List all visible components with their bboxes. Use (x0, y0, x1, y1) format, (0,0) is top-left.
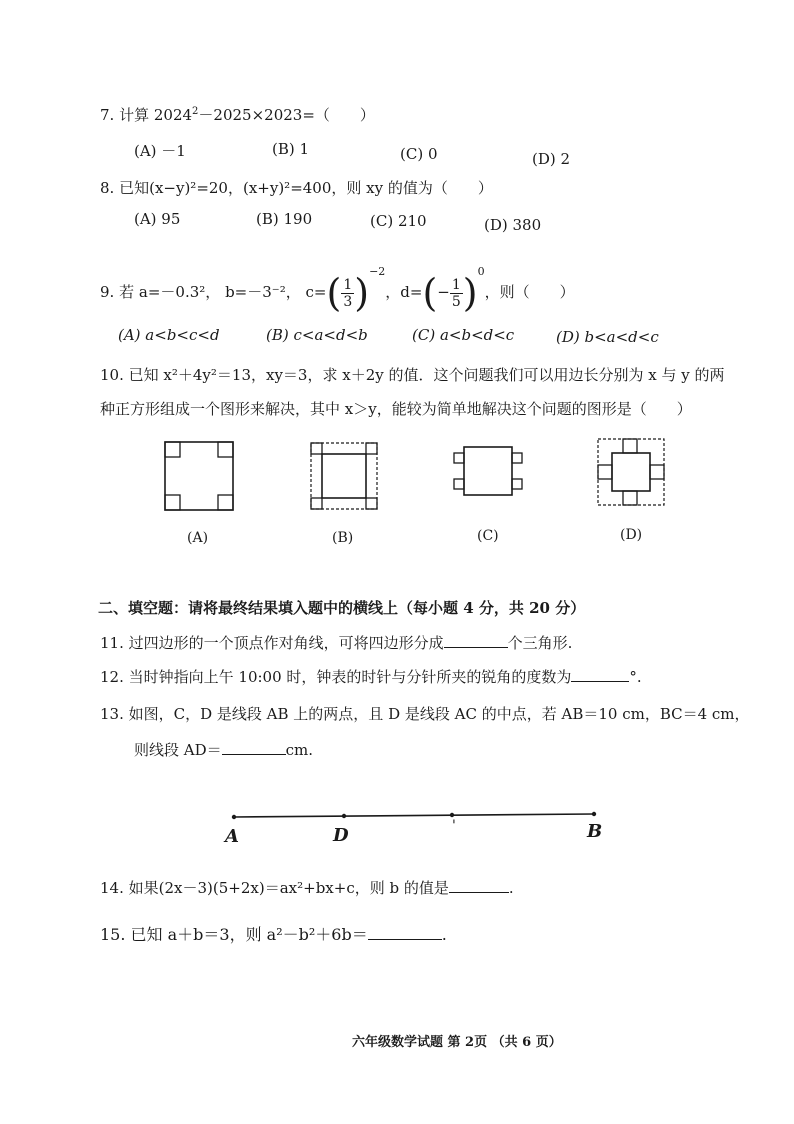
q11-number: 11. (100, 634, 124, 652)
q14-blank[interactable] (449, 878, 509, 893)
q10-figure-a (164, 441, 234, 511)
q15-post: . (441, 925, 447, 944)
q15-blank[interactable] (368, 925, 442, 940)
q8-option-c: (C) 210 (370, 212, 427, 230)
page-footer: 六年级数学试题 第 2页 （共 6 页） (352, 1035, 562, 1050)
q13-point-a (232, 815, 236, 819)
q13-label-b: B (587, 821, 603, 842)
q14-pre: 如果(2x－3)(5+2x)＝ax²+bx+c，则 b 的值是 (128, 879, 449, 897)
q7-option-a: (A) －1 (134, 142, 186, 160)
q10-figure-b (310, 442, 378, 510)
q15-pre: 已知 a＋b＝3，则 a²－b²＋6b＝ (130, 925, 368, 944)
q7-option-c: (C) 0 (400, 145, 438, 163)
q10-line1-text: 已知 x²＋4y²＝13，xy＝3，求 x＋2y 的值．这个问题我们可以用边长分别为 x 与 y 的两 (128, 366, 725, 384)
q9-option-b: (B) c<a<d<b (266, 326, 368, 344)
q13-label-a: A (225, 826, 239, 847)
q10-figure-d (597, 438, 665, 506)
q12-pre: 当时钟指向上午 10:00 时，钟表的时针与分针所夹的锐角的度数为 (128, 668, 572, 686)
q15 (100, 922, 447, 945)
q9-d-paren-close: ) (462, 271, 478, 315)
q9-stem (100, 247, 575, 317)
q13-line1-text: 如图，C，D 是线段 AB 上的两点，且 D 是线段 AC 的中点，若 AB＝10 cm，BC＝4 cm， (128, 705, 750, 723)
q8-stem-text: 已知(x−y)²=20，(x+y)²=400，则 xy 的值为（ ） (119, 179, 493, 197)
q10-number: 10. (100, 366, 124, 384)
q9-c-paren-close: ) (354, 271, 370, 315)
q13-line1 (100, 703, 750, 724)
q13-line2-post: cm. (285, 741, 314, 759)
q9-d-fraction (450, 277, 463, 310)
q12 (100, 666, 642, 687)
q7-option-b: (B) 1 (272, 140, 310, 158)
q13-line2 (134, 739, 313, 760)
q9-c-num: 1 (343, 276, 353, 293)
q13-point-c (450, 813, 454, 817)
q9-c-lhs: c= (305, 283, 327, 301)
q13-label-d: D (333, 825, 349, 846)
q9-c-exp: −2 (369, 265, 386, 278)
q9-number: 9. (100, 283, 115, 301)
q11-post: 个三角形. (507, 634, 573, 652)
q8-stem (100, 177, 493, 198)
q7-stem-rest: －2025×2023=（ ） (198, 106, 375, 124)
q12-blank[interactable] (571, 667, 629, 682)
q13-blank[interactable] (222, 740, 286, 755)
q7-number: 7. (100, 106, 115, 124)
q13-segment-figure (224, 806, 604, 826)
q9-d-sign: − (437, 283, 450, 301)
q14-number: 14. (100, 879, 124, 897)
q11-pre: 过四边形的一个顶点作对角线，可将四边形分成 (128, 634, 444, 652)
q10-figure-d-label: (D) (620, 527, 643, 543)
q9-c-den: 3 (343, 293, 353, 310)
q9-b-def: b=－3⁻²， (225, 283, 301, 301)
q10-line2: 种正方形组成一个图形来解决，其中 x＞y，能较为简单地解决这个问题的图形是（ ） (100, 400, 692, 418)
q9-a-def: a=－0.3²， (138, 283, 221, 301)
q13-number: 13. (100, 705, 124, 723)
section2-title: 二、填空题：请将最终结果填入题中的横线上（每小题 4 分，共 20 分） (98, 599, 586, 617)
q9-d-lhs: ，d= (385, 283, 423, 301)
q11 (100, 632, 572, 653)
q7-stem-sup: 2 (192, 106, 199, 117)
q14-post: . (508, 879, 514, 897)
q9-option-a: (A) a<b<c<d (118, 326, 220, 344)
q9-pre: 若 (119, 283, 135, 301)
q13-point-d (342, 814, 346, 818)
q9-option-c: (C) a<b<d<c (412, 326, 515, 344)
q10-figure-a-label: (A) (187, 530, 209, 546)
q8-number: 8. (100, 179, 115, 197)
q13-point-b (592, 812, 596, 816)
q8-option-d: (D) 380 (484, 216, 542, 234)
q10-line1 (100, 364, 725, 385)
q12-post: °. (629, 668, 642, 686)
q9-c-fraction (341, 277, 354, 310)
q7-stem-prefix: 计算 2024 (119, 106, 193, 124)
q9-tail: ，则（ ） (484, 283, 575, 301)
q10-figure-c-label: (C) (477, 528, 499, 544)
q10-figure-b-label: (B) (332, 530, 354, 546)
q7-option-d: (D) 2 (532, 150, 571, 168)
q9-d-exp: 0 (477, 265, 485, 278)
q15-number: 15. (100, 925, 126, 944)
q13-line2-pre: 则线段 AD＝ (134, 741, 222, 759)
q9-option-d: (D) b<a<d<c (556, 328, 659, 346)
q7-stem (100, 104, 375, 125)
q13-mark: ' (452, 818, 456, 834)
q12-number: 12. (100, 668, 124, 686)
q9-d-num: 1 (451, 276, 461, 293)
q9-c-paren-open: ( (326, 271, 342, 315)
q10-figure-c (453, 446, 523, 496)
q11-blank[interactable] (444, 633, 508, 648)
q9-d-den: 5 (451, 293, 461, 310)
q8-option-b: (B) 190 (256, 210, 313, 228)
q9-d-paren-open: ( (422, 271, 438, 315)
q14 (100, 877, 514, 898)
q8-option-a: (A) 95 (134, 210, 181, 228)
